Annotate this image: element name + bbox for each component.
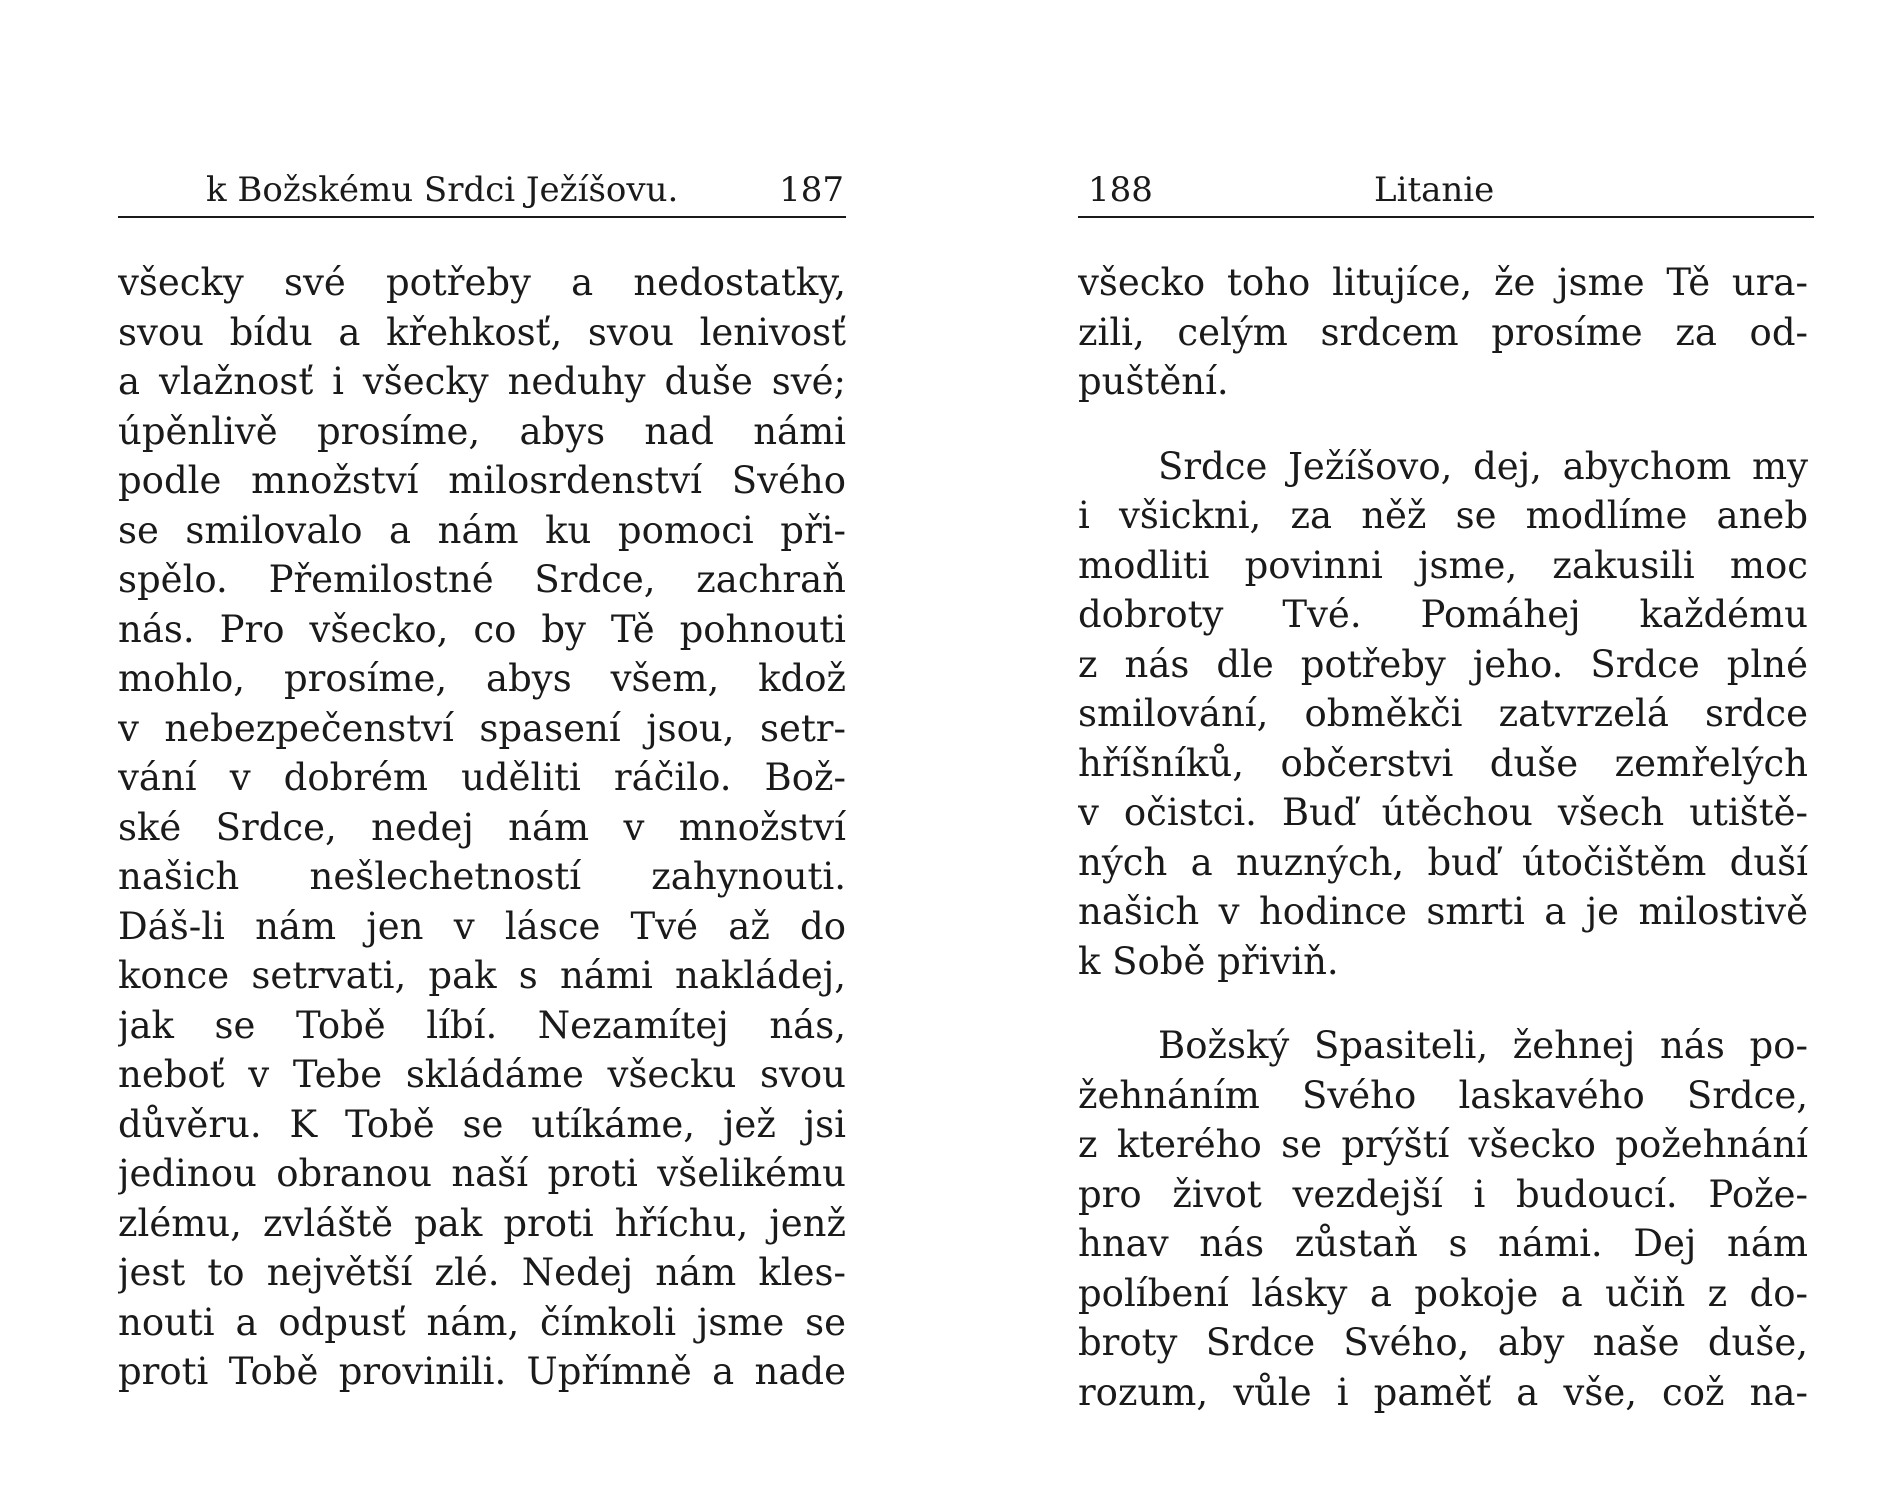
text-line: všecky své potřeby a nedostatky,	[118, 261, 846, 304]
text-line: puštění.	[1078, 360, 1229, 403]
running-title: Litanie	[1374, 170, 1495, 210]
paragraph	[1078, 1021, 1808, 1417]
text-line: Srdce Ježíšovo, dej, abychom my	[1158, 444, 1808, 488]
text-line: všecko toho litujíce, že jsme Tě ura-	[1078, 261, 1808, 304]
text-line: z nás dle potřeby jeho. Srdce plné	[1078, 642, 1808, 686]
text-line: Božský Spasiteli, žehnej nás po-	[1158, 1024, 1808, 1067]
text-line: se smilovalo a nám ku pomoci při-	[118, 508, 846, 552]
text-line: proti Tobě provinili. Upřímně a nade	[118, 1350, 846, 1393]
text-line: z kterého se prýští všecko požehnání	[1078, 1123, 1808, 1166]
text-line: našich nešlechetností zahynouti.	[118, 855, 846, 898]
text-line: ných a nuzných, buď útočištěm duší	[1078, 840, 1808, 884]
text-line: nouti a odpusť nám, čímkoli jsme se	[118, 1300, 846, 1344]
text-line: vání v dobrém uděliti ráčilo. Bož-	[118, 756, 846, 799]
text-line: modliti povinni jsme, zakusili moc	[1078, 543, 1808, 587]
text-line: v očistci. Buď útěchou všech utiště-	[1078, 791, 1808, 834]
text-line: svou bídu a křehkosť, svou lenivosť	[118, 310, 846, 354]
header-rule	[118, 216, 846, 218]
paragraph-gap	[1078, 407, 1808, 442]
page-number: 188	[1088, 170, 1153, 210]
text-line: smilování, obměkči zatvrzelá srdce	[1078, 692, 1808, 735]
text-line: hříšníků, občerstvi duše zemřelých	[1078, 741, 1808, 785]
text-line: pro život vezdejší i budoucí. Pože-	[1078, 1172, 1808, 1216]
text-line: mohlo, prosíme, abys všem, kdož	[118, 657, 846, 700]
text-line: důvěru. K Tobě se utíkáme, jež jsi	[118, 1102, 846, 1146]
text-line: v nebezpečenství spasení jsou, setr-	[118, 706, 846, 750]
paragraph	[1078, 258, 1808, 407]
text-line: Dáš-li nám jen v lásce Tvé až do	[118, 904, 846, 948]
text-line: hnav nás zůstaň s námi. Dej nám	[1078, 1222, 1808, 1265]
running-title: k Božskému Srdci Ježíšovu.	[206, 170, 679, 210]
text-line: nás. Pro všecko, co by Tě pohnouti	[118, 607, 846, 651]
text-line: i všickni, za něž se modlíme aneb	[1078, 494, 1808, 537]
text-line: jak se Tobě líbí. Nezamítej nás,	[118, 1003, 846, 1047]
text-line: políbení lásky a pokoje a učiň z do-	[1078, 1271, 1808, 1315]
text-line: našich v hodince smrti a je milostivě	[1078, 890, 1808, 933]
text-line: rozum, vůle i paměť a vše, což na-	[1078, 1370, 1808, 1414]
text-line: žehnáním Svého laskavého Srdce,	[1078, 1073, 1808, 1117]
text-line: k Sobě přiviň.	[1078, 939, 1339, 983]
text-line: úpěnlivě prosíme, abys nad námi	[118, 409, 846, 453]
text-line: zili, celým srdcem prosíme za od-	[1078, 310, 1808, 354]
left-page-body	[118, 258, 846, 1397]
paragraph	[1078, 442, 1808, 987]
header-rule	[1078, 216, 1814, 218]
text-line: ské Srdce, nedej nám v množství	[118, 805, 846, 849]
text-line: dobroty Tvé. Pomáhej každému	[1078, 593, 1808, 636]
paragraph-gap	[1078, 986, 1808, 1021]
text-line: jest to největší zlé. Nedej nám kles-	[118, 1251, 846, 1294]
page-number: 187	[779, 170, 844, 210]
text-line: zlému, zvláště pak proti hříchu, jenž	[118, 1201, 846, 1245]
text-line: jedinou obranou naší proti všelikému	[118, 1152, 846, 1195]
text-line: konce setrvati, pak s námi nakládej,	[118, 954, 846, 997]
left-page-header	[118, 168, 846, 212]
text-line: neboť v Tebe skládáme všecku svou	[118, 1053, 846, 1096]
text-line: broty Srdce Svého, aby naše duše,	[1078, 1321, 1808, 1364]
text-line: spělo. Přemilostné Srdce, zachraň	[118, 558, 846, 601]
text-line: a vlažnosť i všecky neduhy duše své;	[118, 360, 846, 403]
right-page-body	[1078, 258, 1808, 1417]
right-page-header	[1078, 168, 1808, 212]
text-line: podle množství milosrdenství Svého	[118, 459, 846, 502]
